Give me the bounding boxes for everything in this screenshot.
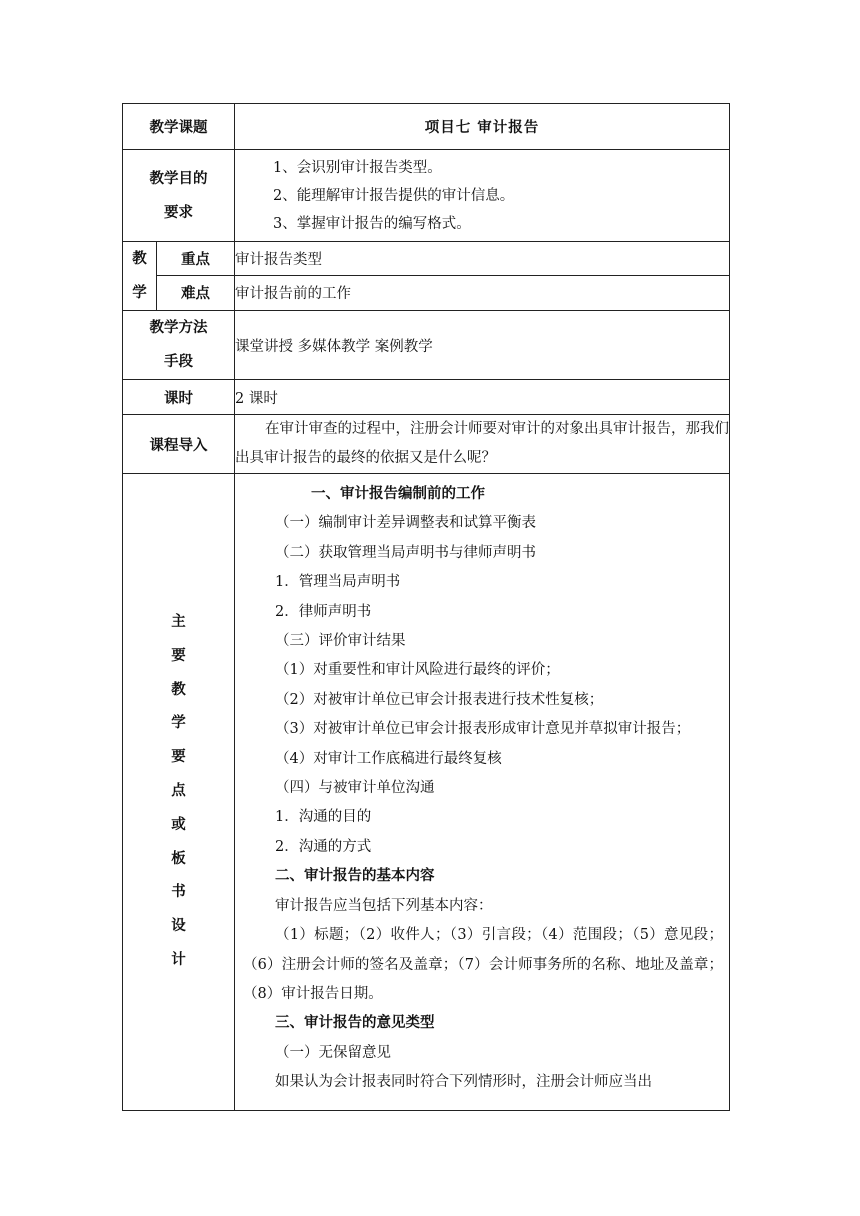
content-line: （2）对被审计单位已审会计报表进行技术性复核； — [275, 691, 604, 708]
content-line: （三）评价审计结果 — [275, 633, 406, 650]
methods-value: 课堂讲授 多媒体教学 案例教学 — [235, 311, 730, 380]
topic-label: 教学课题 — [123, 104, 235, 150]
difficulty-label: 难点 — [157, 275, 235, 310]
methods-label-line-1: 教学方法 — [149, 320, 208, 336]
row-topic — [123, 104, 730, 150]
row-key-point — [123, 242, 730, 276]
main-label-char: 主 — [171, 614, 186, 630]
teaching-label-char-1: 教 — [132, 251, 147, 267]
goals-label-line-2: 要求 — [164, 204, 193, 221]
hours-label: 课时 — [123, 380, 235, 415]
main-label-char: 设 — [171, 918, 186, 935]
hours-value: 2 课时 — [235, 380, 730, 415]
content-line: （1）标题；（2）收件人；（3）引言段；（4）范围段；（5）意见段；（6）注册会计师的签名及盖章；（7）会计师事务所的名称、地址及盖章；（8）审计报告日期。 — [243, 927, 723, 1002]
goals-list — [235, 150, 730, 242]
content-line: （4）对审计工作底稿进行最终复核 — [275, 750, 502, 767]
section-heading-1: 一、审计报告编制前的工作 — [311, 486, 485, 502]
content-line: （一）无保留意见 — [275, 1044, 391, 1061]
row-intro — [123, 415, 730, 474]
section-heading-2: 二、审计报告的基本内容 — [275, 868, 435, 885]
key-point-label: 重点 — [157, 242, 235, 276]
goals-label — [123, 150, 235, 242]
intro-label: 课程导入 — [123, 415, 235, 474]
intro-text: 在审计审查的过程中，注册会计师要对审计的对象出具审计报告，那我们出具审计报告的最终的依据又是什么呢？ — [235, 415, 730, 474]
row-methods — [123, 311, 730, 380]
main-label-char: 要 — [171, 749, 186, 766]
key-point-value: 审计报告类型 — [235, 242, 730, 276]
content-line: （1）对重要性和审计风险进行最终的评价； — [275, 662, 560, 679]
goals-label-line-1: 教学目的 — [149, 170, 208, 187]
main-label-char: 点 — [171, 782, 186, 799]
page-title: 项目七 审计报告 — [235, 104, 730, 150]
main-label — [123, 474, 235, 1111]
content-line: （一）编制审计差异调整表和试算平衡表 — [275, 515, 536, 532]
teaching-label — [123, 242, 157, 311]
section-heading-3: 三、审计报告的意见类型 — [275, 1015, 435, 1032]
content-line: 审计报告应当包括下列基本内容： — [275, 897, 493, 914]
main-label-char: 或 — [171, 816, 186, 833]
content-line: 1．管理当局声明书 — [275, 574, 401, 591]
content-line: 2．沟通的方式 — [275, 838, 372, 855]
content-line: （二）获取管理当局声明书与律师声明书 — [275, 544, 536, 561]
methods-label — [123, 311, 235, 380]
main-label-char: 书 — [171, 884, 186, 901]
row-hours — [123, 380, 730, 415]
content-line: （3）对被审计单位已审会计报表形成审计意见并草拟审计报告； — [275, 721, 691, 738]
row-difficulty — [123, 275, 730, 310]
goal-item-1: 1、会识别审计报告类型。 — [273, 159, 442, 176]
difficulty-value: 审计报告前的工作 — [235, 275, 730, 310]
content-line: 如果认为会计报表同时符合下列情形时，注册会计师应当出 — [275, 1074, 652, 1091]
main-label-char: 学 — [171, 715, 186, 732]
main-label-char: 板 — [171, 850, 186, 867]
main-label-char: 计 — [171, 951, 186, 968]
lesson-plan-table — [122, 103, 730, 1111]
goal-item-3: 3、掌握审计报告的编写格式。 — [273, 215, 471, 232]
teaching-label-char-2: 学 — [132, 285, 147, 301]
row-main-content — [123, 474, 730, 1111]
main-label-char: 教 — [171, 681, 186, 698]
row-goals — [123, 150, 730, 242]
content-line: 1．沟通的目的 — [275, 809, 372, 826]
goal-item-2: 2、能理解审计报告提供的审计信息。 — [273, 187, 515, 204]
main-content — [235, 474, 730, 1111]
methods-label-line-2: 手段 — [164, 354, 193, 370]
main-label-char: 要 — [171, 647, 186, 664]
content-line: 2．律师声明书 — [275, 603, 372, 620]
content-line: （四）与被审计单位沟通 — [275, 780, 435, 797]
